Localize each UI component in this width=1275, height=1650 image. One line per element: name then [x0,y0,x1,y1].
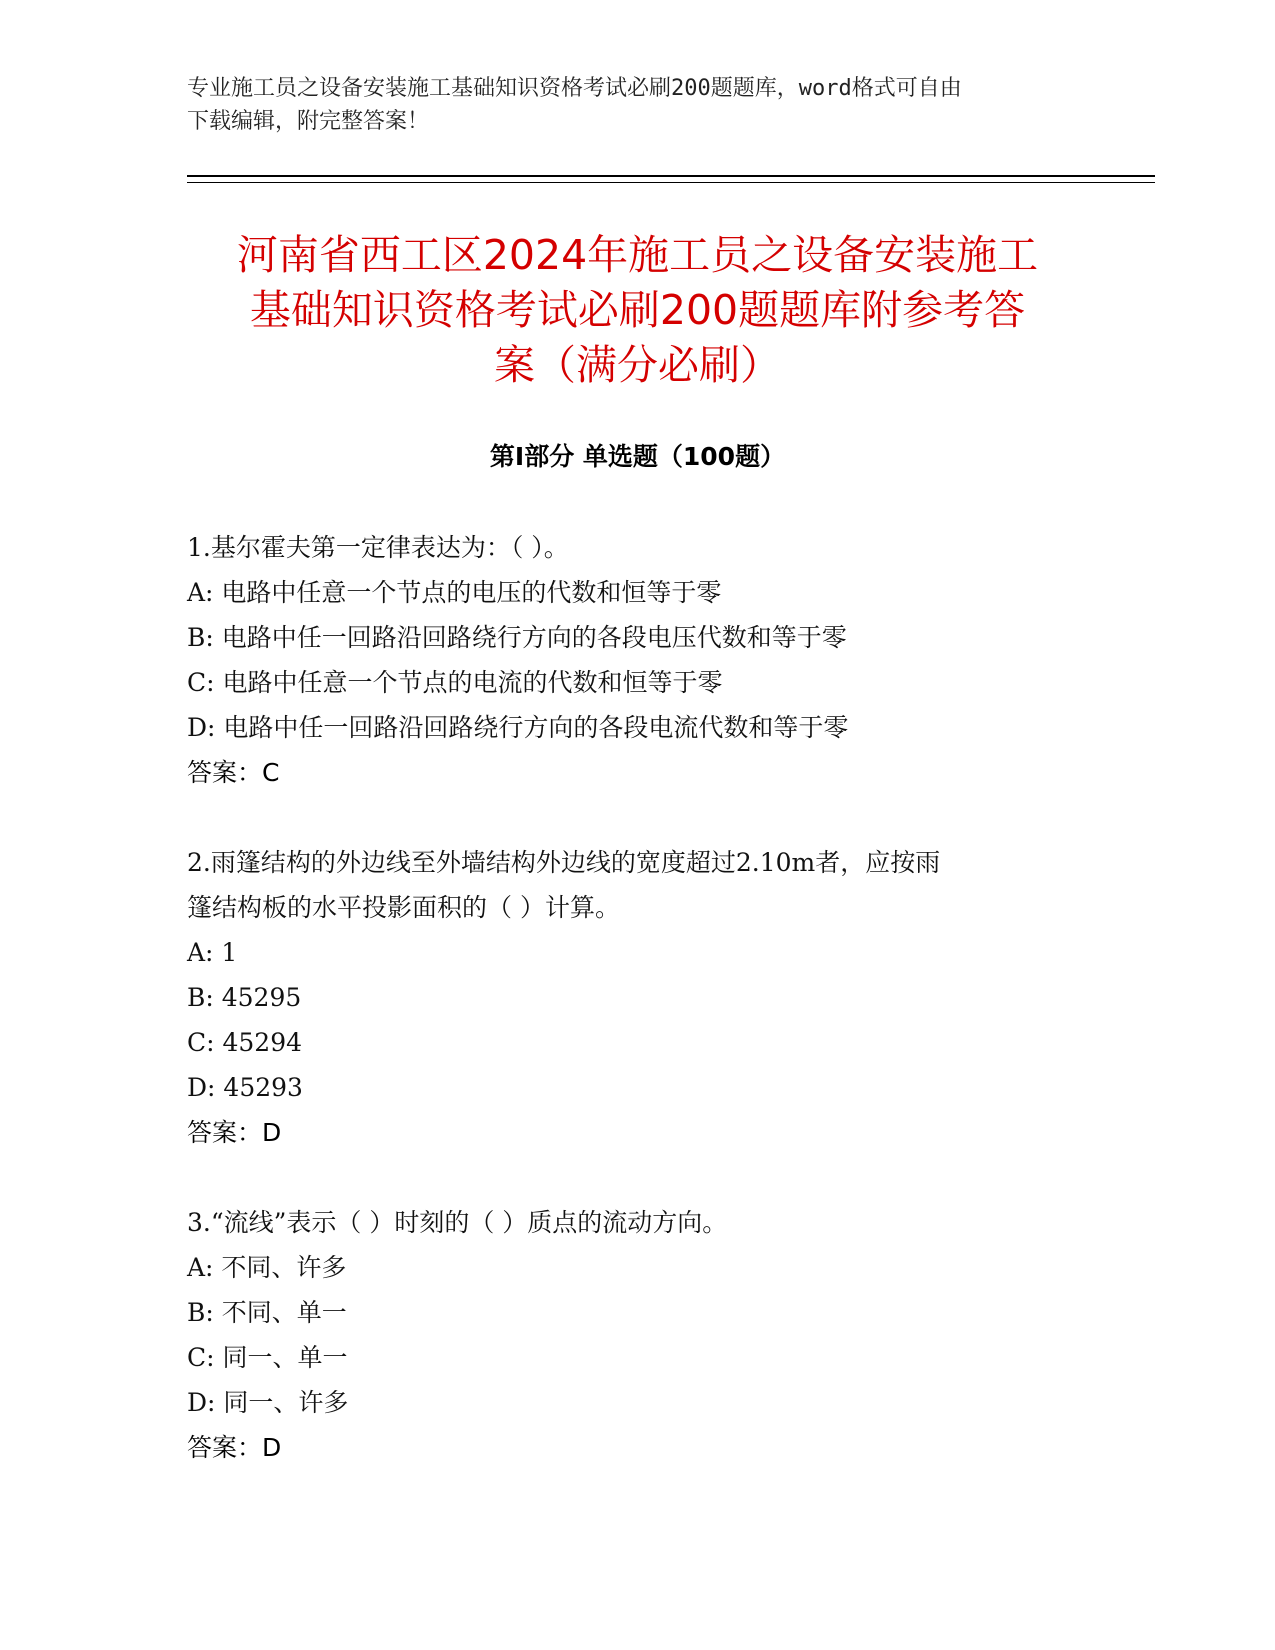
document-title-line-2: 基础知识资格考试必刷200题题库附参考答 [249,286,1026,334]
document-title [150,228,1125,393]
question-2-answer: 答案：D [187,1118,282,1147]
question-2-option-b: B: 45295 [187,983,302,1012]
section-title: 第I部分 单选题（100题） [489,442,786,471]
question-3-option-d: D: 同一、许多 [187,1388,349,1417]
question-2-stem-line-2: 篷结构板的水平投影面积的（ ）计算。 [187,893,620,922]
question-2-option-a: A: 1 [187,938,238,967]
question-3 [187,1200,1087,1470]
header-note-line-2: 下载编辑，附完整答案！ [187,109,430,134]
question-1-option-c: C: 电路中任意一个节点的电流的代数和恒等于零 [187,668,723,697]
question-1-option-b: B: 电路中任一回路沿回路绕行方向的各段电压代数和等于零 [187,623,847,652]
question-1-option-a: A: 电路中任意一个节点的电压的代数和恒等于零 [187,578,722,607]
question-2-option-d: D: 45293 [187,1073,303,1102]
question-2-option-c: C: 45294 [187,1028,303,1057]
question-2 [187,840,1087,1155]
header-divider-thick [187,175,1155,177]
question-3-option-c: C: 同一、单一 [187,1343,348,1372]
question-1-answer: 答案：C [187,758,280,787]
header-note [187,72,1087,138]
question-1-option-d: D: 电路中任一回路沿回路绕行方向的各段电流代数和等于零 [187,713,849,742]
header-note-line-1: 专业施工员之设备安装施工基础知识资格考试必刷200题题库，word格式可自由 [187,76,962,101]
question-1-stem: 1.基尔霍夫第一定律表达为：（ ）。 [187,533,569,562]
header-divider-thin [187,182,1155,183]
question-2-stem-line-1: 2.雨篷结构的外边线至外墙结构外边线的宽度超过2.10m者，应按雨 [187,848,941,877]
document-title-line-3: 案（满分必刷） [494,341,781,389]
question-3-option-a: A: 不同、许多 [187,1253,347,1282]
document-title-line-1: 河南省西工区2024年施工员之设备安装施工 [236,231,1039,279]
question-3-answer: 答案：D [187,1433,282,1462]
question-1 [187,525,1087,795]
question-3-option-b: B: 不同、单一 [187,1298,347,1327]
question-list [187,525,1087,1470]
question-3-stem: 3.“流线”表示（ ）时刻的（ ）质点的流动方向。 [187,1208,728,1237]
